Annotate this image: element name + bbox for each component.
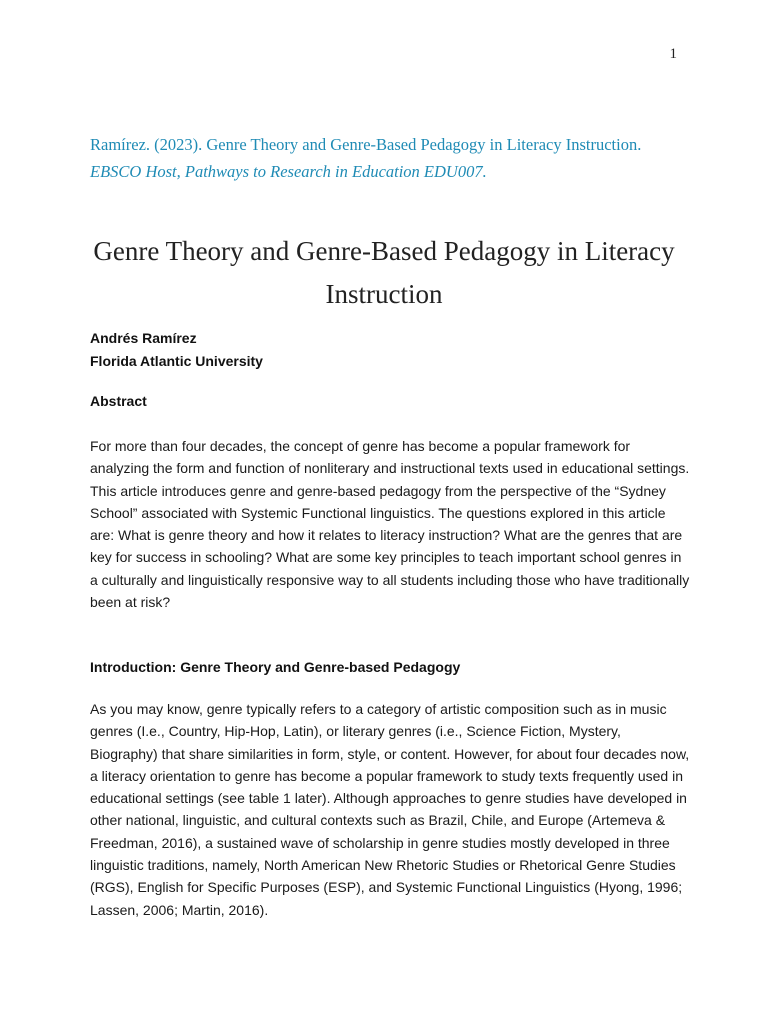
author-affiliation: Florida Atlantic University [90, 353, 263, 369]
paper-title: Genre Theory and Genre-Based Pedagogy in Literacy Instruction [93, 236, 675, 309]
author-name: Andrés Ramírez [90, 330, 197, 346]
introduction-text: As you may know, genre typically refers to a category of artistic composition such as in music genres (I.e., Country, Hip-Hop, Latin), or literary genres (i.e., Science Fiction, Mystery, Biography) that share similarities in form, style, or content. However, for about four decades now, a literacy orientation to genre has become a popular framework to study texts frequently used in educational settings (see table 1 later). Although approaches to genre studies have developed in other national, linguistic, and cultural contexts such as Brazil, Chile, and Europe (Artemeva & Freedman, 2016), a sustained wave of scholarship in genre studies mostly developed in three linguistic traditions, namely, North American New Rhetoric Studies or Rhetorical Genre Studies (RGS), English for Specific Purposes (ESP), and Systemic Functional Linguistics (Hyong, 1996; Lassen, 2006; Martin, 2016). [90, 701, 690, 918]
author-block [90, 327, 263, 373]
abstract-heading: Abstract [90, 393, 147, 409]
citation-main: Ramírez. (2023). Genre Theory and Genre-Based Pedagogy in Literacy Instruction. [90, 135, 642, 154]
abstract-text: For more than four decades, the concept of genre has become a popular framework for analyzing the form and function of nonliterary and instructional texts used in educational settings. This article introduces genre and genre-based pedagogy from the perspective of the “Sydney School” associated with Systemic Functional linguistics. The questions explored in this article are: What is genre theory and how it relates to literacy instruction? What are the genres that are key for success in schooling? What are some key principles to teach important school genres in a culturally and linguistically responsive way to all students including those who have traditionally been at risk? [90, 438, 690, 611]
introduction-heading: Introduction: Genre Theory and Genre-based Pedagogy [90, 659, 461, 675]
citation-source: EBSCO Host, Pathways to Research in Education EDU007. [90, 162, 487, 181]
citation [90, 131, 680, 185]
page-number: 1 [669, 46, 677, 62]
